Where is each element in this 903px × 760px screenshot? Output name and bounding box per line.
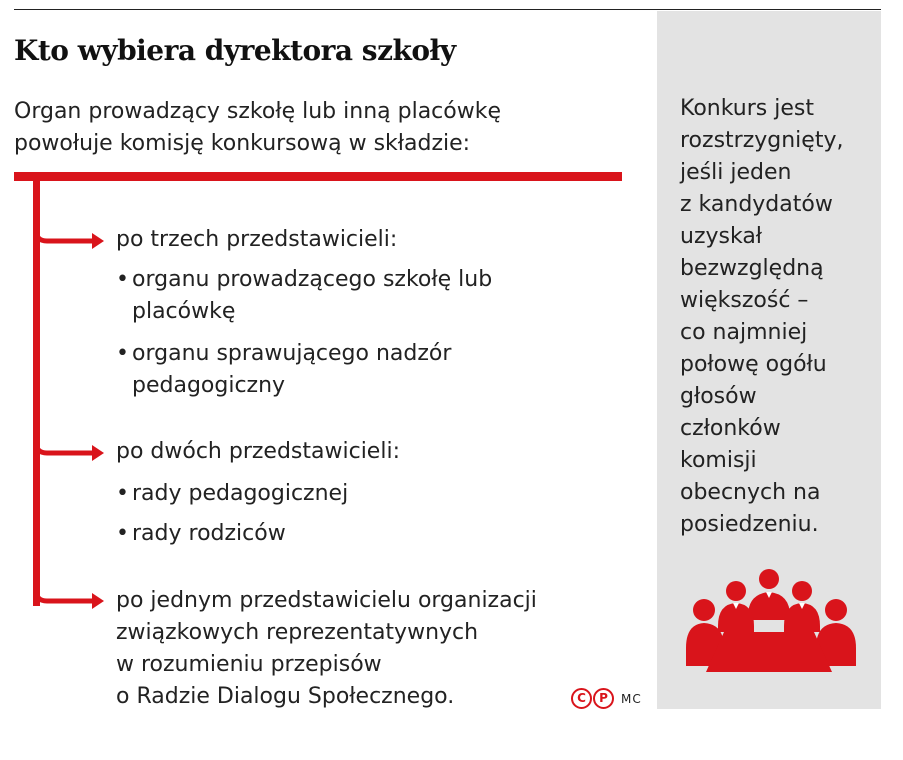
group-3-line: w rozumieniu przepisów — [116, 652, 382, 677]
bullet-text: rady rodziców — [132, 521, 286, 546]
side-note-line: z kandydatów — [680, 192, 833, 217]
credit — [571, 688, 642, 709]
group-3-line: po jednym przedstawicielu organizacji — [116, 588, 537, 613]
side-note-line: komisji — [680, 448, 757, 473]
side-note-line: członków — [680, 416, 781, 441]
group-2-item-2 — [116, 518, 286, 550]
press-icon: P — [593, 688, 614, 709]
side-note-line: co najmniej — [680, 320, 808, 345]
bullet-marker: • — [116, 341, 129, 366]
side-note — [680, 93, 870, 541]
group-3-line: związkowych reprezentatywnych — [116, 620, 479, 645]
side-note-line: rozstrzygnięty, — [680, 128, 844, 153]
bullet-marker: • — [116, 521, 129, 546]
side-note-line: głosów — [680, 384, 757, 409]
side-note-line: większość – — [680, 288, 809, 313]
group-3-line: o Radzie Dialogu Społecznego. — [116, 684, 455, 709]
arrow-right-icon — [92, 233, 104, 249]
bullet-text: rady pedagogicznej — [132, 481, 349, 506]
group-2-heading: po dwóch przedstawicieli: — [116, 439, 400, 464]
bullet-text: organu sprawującego nadzór pedagogiczny — [132, 341, 452, 398]
branch-2-connector — [36, 442, 92, 453]
intro-line-1: Organ prowadzący szkołę lub inną placówkę — [14, 99, 501, 124]
arrow-right-icon — [92, 445, 104, 461]
side-note-line: obecnych na — [680, 480, 821, 505]
group-3-heading — [116, 585, 537, 713]
group-1-heading: po trzech przedstawicieli: — [116, 227, 398, 252]
side-note-line: posiedzeniu. — [680, 512, 819, 537]
side-note-line: uzyskał — [680, 224, 763, 249]
side-note-line: jeśli jeden — [680, 160, 792, 185]
intro-line-2: powołuje komisję konkursową w składzie: — [14, 131, 471, 156]
side-note-line: bezwzględną — [680, 256, 824, 281]
side-note-line: połowę ogółu — [680, 352, 827, 377]
copyright-icon: C — [571, 688, 592, 709]
branch-3-connector — [36, 590, 92, 601]
group-1-item-1 — [116, 264, 492, 328]
side-note-line: Konkurs jest — [680, 96, 814, 121]
arrow-right-icon — [92, 593, 104, 609]
author-initials: MC — [621, 691, 642, 706]
group-2-item-1 — [116, 478, 348, 510]
bullet-text: organu prowadzącego szkołę lub placówkę — [132, 267, 493, 324]
meeting-table-people-icon — [684, 568, 860, 678]
branch-1-connector — [36, 230, 92, 241]
bullet-marker: • — [116, 481, 129, 506]
page-title: Kto wybiera dyrektora szkoły — [14, 34, 456, 67]
group-1-item-2 — [116, 338, 451, 402]
horizontal-red-bar — [14, 172, 622, 181]
bullet-marker: • — [116, 267, 129, 292]
